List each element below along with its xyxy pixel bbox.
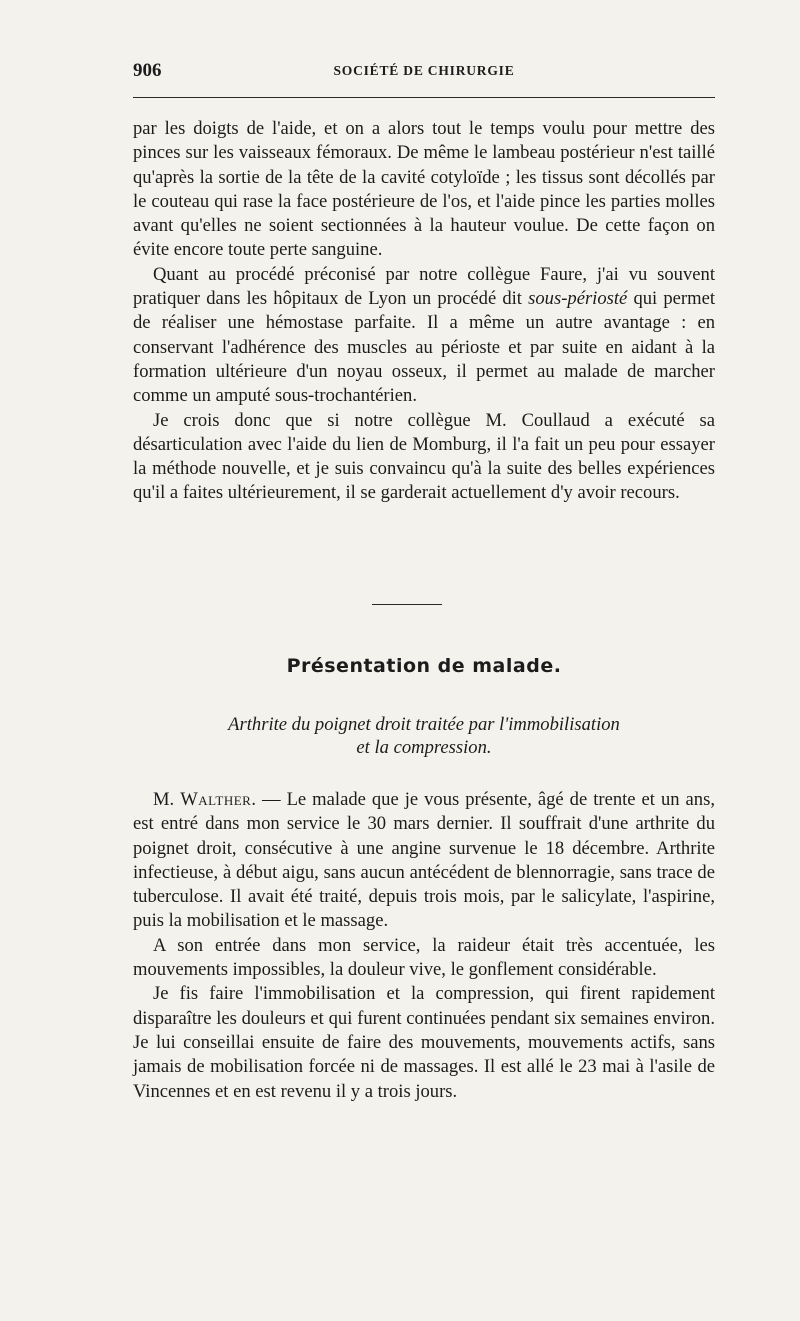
- text-run: qui permet de réaliser une hémostase parfaite. Il a même un autre avantage : en conservant l'adhérence des muscles au périoste et par suite en aidant à la formation ultérieure d'un noyau osseux, il permet au malade de marcher comme un amputé sous-trochantérien.: [133, 288, 716, 407]
- continuation-text: [133, 117, 715, 506]
- section-heading: Présentation de malade.: [286, 655, 562, 677]
- journal-title: SOCIÉTÉ DE CHIRURGIE: [333, 63, 515, 78]
- text-run: Quant au procédé préconisé par notre collègue Faure, j'ai vu souvent pratiquer dans les hôpitaux de Lyon un procédé dit: [133, 263, 715, 310]
- subtitle-line: Arthrite du poignet droit traitée par l'immobilisation: [228, 714, 620, 735]
- case-report-text: [133, 788, 715, 1104]
- paragraph: par les doigts de l'aide, et on a alors tout le temps voulu pour mettre des pinces sur les vaisseaux fémoraux. De même le lambeau postérieur n'est taillé qu'après la sortie de la tête de la cavité cotyloïde ; les tissus sont décollés par le couteau qui rase la face postérieure de l'os, et l'aide pince les parties molles avant qu'elles ne soient sectionnées à la hauteur voulue. De cette façon on évite encore toute perte sanguine.: [133, 118, 715, 261]
- paragraph: A son entrée dans mon service, la raideur était très accentuée, les mouvements impossibles, la douleur vive, le gonflement considérable.: [133, 934, 715, 981]
- text-run: . — Le malade que je vous présente, âgé de trente et un ans, est entré dans mon service le 30 mars dernier. Il souffrait d'une arthrite du poignet droit, consécutive à une angine survenue le 18 décembre. Arthrite infectieuse, à début aigu, sans aucun antécédent de blennorragie, sans trace de tuberculose. Il avait été traité, depuis trois mois, par le salicylate, l'aspirine, puis la mobilisation et le massage.: [133, 789, 715, 932]
- header-rule: [133, 97, 715, 98]
- text-run: M.: [153, 789, 181, 810]
- speaker-name: Walther: [180, 789, 252, 810]
- page-number: 906: [133, 60, 162, 81]
- section-divider: [372, 604, 442, 605]
- subtitle-line: et la compression.: [356, 737, 492, 758]
- paragraph: [133, 788, 715, 934]
- running-head: [133, 58, 715, 86]
- section-subtitle: [133, 713, 715, 759]
- italic-term: sous-périosté: [528, 288, 628, 310]
- paragraph: Je fis faire l'immobilisation et la compression, qui firent rapidement disparaître les douleurs et qui furent continuées pendant six semaines environ. Je lui conseillai ensuite de faire des mouvements, mouvements actifs, sans jamais de mobilisation forcée ni de massages. Il est allé le 23 mai à l'asile de Vincennes et en est revenu il y a trois jours.: [133, 983, 715, 1102]
- paragraph: Je crois donc que si notre collègue M. Coullaud a exécuté sa désarticulation avec l'aide du lien de Momburg, il l'a fait un peu pour essayer la méthode nouvelle, et je suis convaincu qu'à la suite des belles expériences qu'il a faites ultérieurement, il se garderait actuellement d'y avoir recours.: [133, 409, 715, 504]
- paragraph: [133, 263, 715, 409]
